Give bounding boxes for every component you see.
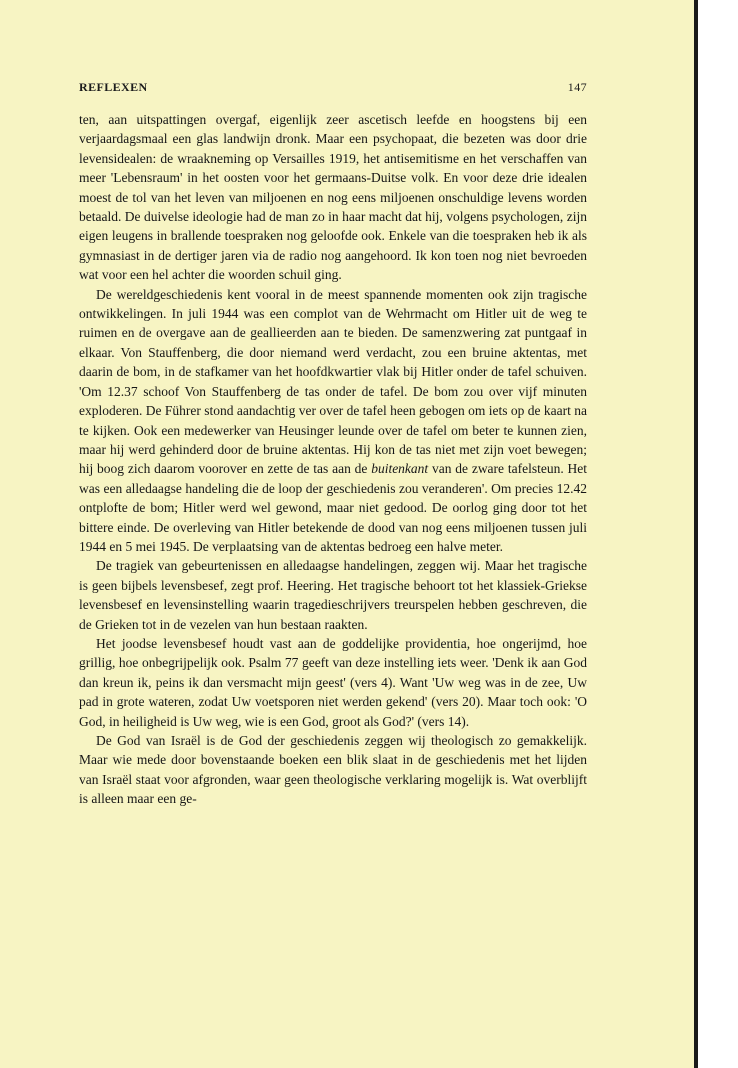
paragraph-4 [79, 634, 587, 731]
paragraph-text: ten, aan uitspattingen overgaf, eigenlijk zeer ascetisch leefde en hoogstens bij een verjaardagsmaal een glas landwijn dronk. Maar een psychopaat, die bezeten was door drie levensidealen: de wraakneming op Versailles 1919, het antisemitisme en het verschaffen van meer 'Lebensraum' in het oosten voor het germaans-Duitse volk. En voor deze drie idealen moest de tol van het leven van miljoenen en nog eens miljoenen onschuldige levens worden betaald. De duivelse ideologie had de man zo in haar macht dat hij, volgens psychologen, zijn eigen leugens in brallende toespraken nog geloofde ook. Enkele van die toespraken heb ik als gymnasiast in de dertiger jaren via de radio nog aangehoord. Ik kon toen nog niet bevroeden wat voor een hel achter die woorden schuil ging. [79, 112, 587, 283]
paragraph-text: Het joodse levensbesef houdt vast aan de goddelijke providentia, hoe ongerijmd, hoe grillig, hoe onbegrijpelijk ook. Psalm 77 geeft van deze instelling iets weer. 'Denk ik aan God dan kreun ik, peins ik dan versmacht mijn geest' (vers 4). Want 'Uw weg was in de zee, Uw pad in grote wateren, zodat Uw voetsporen niet werden gekend' (vers 20). Maar toch ook: 'O God, in heiligheid is Uw weg, wie is een God, groot als God?' (vers 14). [79, 635, 587, 729]
paragraph-text: De God van Israël is de God der geschiedenis zeggen wij theologisch zo gemakkelijk. Maar wie mede door bovenstaande boeken een blik slaat in de geschiedenis met het lijden van Israël staat voor afgronden, waar geen theologische verklaring mogelijk is. Wat overblijft is alleen maar een ge- [79, 733, 587, 807]
page-header [79, 80, 587, 95]
paragraph-5 [79, 731, 587, 809]
page-number: 147 [567, 80, 587, 94]
paragraph-text: van de zware tafelsteun. Het was een alledaagse handeling die de loop der geschiedenis zou veranderen'. Om precies 12.42 ontplofte de bom; Hitler werd wel gewond, maar niet gedood. De oorlog ging door tot het bittere einde. De overleving van Hitler betekende de dood van nog eens miljoenen tussen juli 1944 en 5 mei 1945. De verplaatsing van de aktentas bedroeg een halve meter. [79, 461, 587, 554]
paragraph-text: De tragiek van gebeurtenissen en alledaagse handelingen, zeggen wij. Maar het tragische is geen bijbels levensbesef, zegt prof. Heering. Het tragische behoort tot het klassiek-Griekse levensbesef en levensinstelling waarin tragedieschrijvers treurspelen hebben geschreven, die de Grieken tot in de vezelen van hun bestaan raakten. [79, 558, 587, 632]
paragraph-text: De wereldgeschiedenis kent vooral in de meest spannende momenten ook zijn tragische ontwikkelingen. In juli 1944 was een complot van de Wehrmacht om Hitler uit de weg te ruimen en de overgave aan de geallieerden aan te bieden. De samenzwering zat puntgaaf in elkaar. Von Stauffenberg, die door niemand werd verdacht, zou een bruine aktentas, met daarin de bom, in de stafkamer van het hoofdkwartier vlak bij Hitler onder de tafel schuiven. 'Om 12.37 schoof Von Stauffenberg de tas onder de tafel. De bom zou over vijf minuten exploderen. De Führer stond aandachtig ver over de tafel heen gebogen om iets op de kaart na te kijken. Ook een medewerker van Heusinger leunde over de tafel om beter te kunnen zien, maar hij werd gehinderd door de bruine aktentas. Hij kon de tas niet met zijn voet bewegen; hij boog zich daarom voorover en zette de tas aan de [79, 286, 587, 477]
running-head: REFLEXEN [79, 80, 148, 94]
body-text [79, 110, 587, 809]
paragraph-2 [79, 285, 587, 557]
page-edge-rule [694, 0, 698, 1068]
paragraph-3 [79, 556, 587, 634]
paragraph-1 [79, 110, 587, 285]
emphasis-text: buitenkant [371, 461, 429, 477]
